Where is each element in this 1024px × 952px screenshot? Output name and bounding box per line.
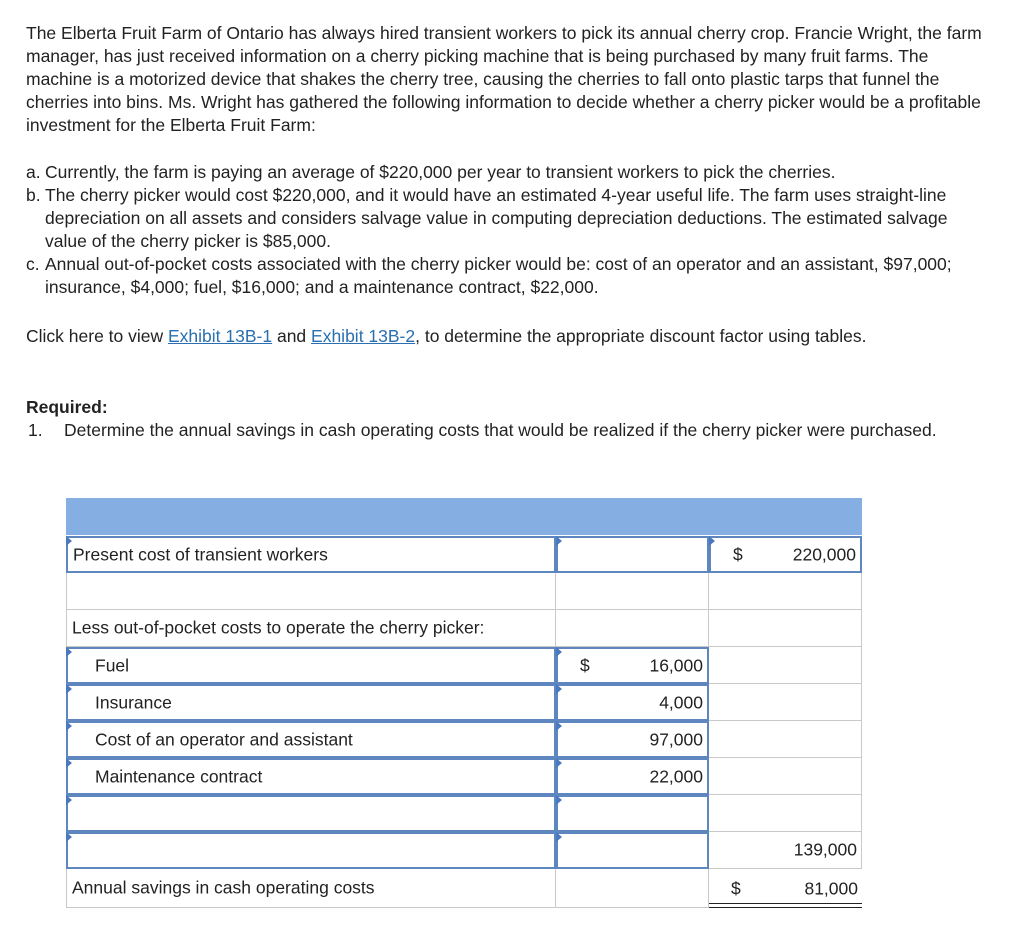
fact-item-b xyxy=(26,184,986,253)
insurance-col3-cell xyxy=(709,684,862,721)
fact-text: Currently, the farm is paying an average of $220,000 per year to transient workers to pick the cherries. xyxy=(45,162,836,182)
required-section xyxy=(26,396,986,442)
spacer-cell xyxy=(556,573,709,610)
required-text: Determine the annual savings in cash operating costs that would be realized if the cherry picker were purchased. xyxy=(64,420,937,440)
savings-worksheet xyxy=(66,498,862,910)
present-cost-amount: 220,000 xyxy=(792,544,856,564)
savings-amount: 81,000 xyxy=(804,878,858,898)
fact-marker: b. xyxy=(26,185,41,205)
savings-label: Annual savings in cash operating costs xyxy=(72,877,375,898)
fuel-label-cell[interactable] xyxy=(66,647,556,684)
table-header-band xyxy=(66,498,862,535)
blank-amount-input[interactable] xyxy=(556,795,709,832)
exhibit-13b-1-link[interactable]: Exhibit 13B-1 xyxy=(168,326,273,346)
currency-symbol: $ xyxy=(731,878,741,898)
less-costs-col3-cell xyxy=(709,610,862,647)
maintenance-label: Maintenance contract xyxy=(95,766,263,786)
exhibits-suffix: , to determine the appropriate discount factor using tables. xyxy=(415,326,867,346)
total-costs-cell[interactable] xyxy=(709,832,862,869)
operator-amount: 97,000 xyxy=(649,729,703,749)
blank-amount-input[interactable] xyxy=(556,832,709,869)
fuel-col3-cell xyxy=(709,647,862,684)
maintenance-label-cell[interactable] xyxy=(66,758,556,795)
facts-list xyxy=(26,161,986,299)
intro-paragraph: The Elberta Fruit Farm of Ontario has always hired transient workers to pick its annual cherry crop. Francie Wright, the farm manager, has just received information on a cherry picking machine that is being purchased by many fruit farms. The machine is a motorized device that shakes the cherry tree, causing the cherries to fall onto plastic tarps that funnel the cherries into bins. Ms. Wright has gathered the following information to decide whether a cherry picker would be a profitable investment for the Elberta Fruit Farm: xyxy=(26,23,982,135)
savings-amount-cell[interactable] xyxy=(709,869,862,908)
insurance-label: Insurance xyxy=(95,692,172,712)
blank-label-input[interactable] xyxy=(66,795,556,832)
maintenance-amount-cell[interactable] xyxy=(556,758,709,795)
currency-symbol: $ xyxy=(733,544,743,564)
blank-col3-cell xyxy=(709,795,862,832)
problem-intro xyxy=(26,22,986,137)
present-cost-amount-cell[interactable] xyxy=(709,536,862,573)
insurance-label-cell[interactable] xyxy=(66,684,556,721)
maintenance-amount: 22,000 xyxy=(649,766,703,786)
less-costs-col2-cell xyxy=(556,610,709,647)
present-cost-label-cell[interactable] xyxy=(66,536,556,573)
present-cost-label: Present cost of transient workers xyxy=(73,544,328,564)
present-cost-col2-cell[interactable] xyxy=(556,536,709,573)
currency-symbol: $ xyxy=(580,655,590,675)
exhibits-paragraph xyxy=(26,325,956,348)
maintenance-col3-cell xyxy=(709,758,862,795)
blank-label-input[interactable] xyxy=(66,832,556,869)
less-costs-label-cell xyxy=(66,610,556,647)
fact-item-a xyxy=(26,161,986,184)
fact-text: The cherry picker would cost $220,000, and it would have an estimated 4-year useful life. The farm uses straight-line depreciation on all assets and considers salvage value in computing depreciation deductions. The estimated salvage value of the cherry picker is $85,000. xyxy=(45,185,948,251)
exhibit-13b-2-link[interactable]: Exhibit 13B-2 xyxy=(311,326,416,346)
spacer-cell xyxy=(66,573,556,610)
fact-item-c xyxy=(26,253,986,299)
fuel-amount: 16,000 xyxy=(649,655,703,675)
required-item-1 xyxy=(26,419,986,442)
fact-text: Annual out-of-pocket costs associated with the cherry picker would be: cost of an operator and an assistant, $97,000; insurance, $4,000; fuel, $16,000; and a maintenance contract, $22,000. xyxy=(45,254,952,297)
operator-label: Cost of an operator and assistant xyxy=(95,729,353,749)
spacer-cell xyxy=(709,573,862,610)
savings-label-cell xyxy=(66,869,556,908)
fuel-amount-cell[interactable] xyxy=(556,647,709,684)
operator-amount-cell[interactable] xyxy=(556,721,709,758)
total-costs-amount: 139,000 xyxy=(793,839,857,860)
fuel-label: Fuel xyxy=(95,655,130,675)
insurance-amount-cell[interactable] xyxy=(556,684,709,721)
operator-col3-cell xyxy=(709,721,862,758)
fact-marker: c. xyxy=(26,254,40,274)
required-heading: Required: xyxy=(26,397,108,417)
less-costs-label: Less out-of-pocket costs to operate the cherry picker: xyxy=(72,617,485,638)
exhibits-middle: and xyxy=(272,326,312,346)
insurance-amount: 4,000 xyxy=(659,692,703,712)
required-marker: 1. xyxy=(28,420,43,440)
double-underline xyxy=(709,903,862,908)
exhibits-prefix: Click here to view xyxy=(26,326,168,346)
savings-col2-cell xyxy=(556,869,709,908)
fact-marker: a. xyxy=(26,162,41,182)
operator-label-cell[interactable] xyxy=(66,721,556,758)
